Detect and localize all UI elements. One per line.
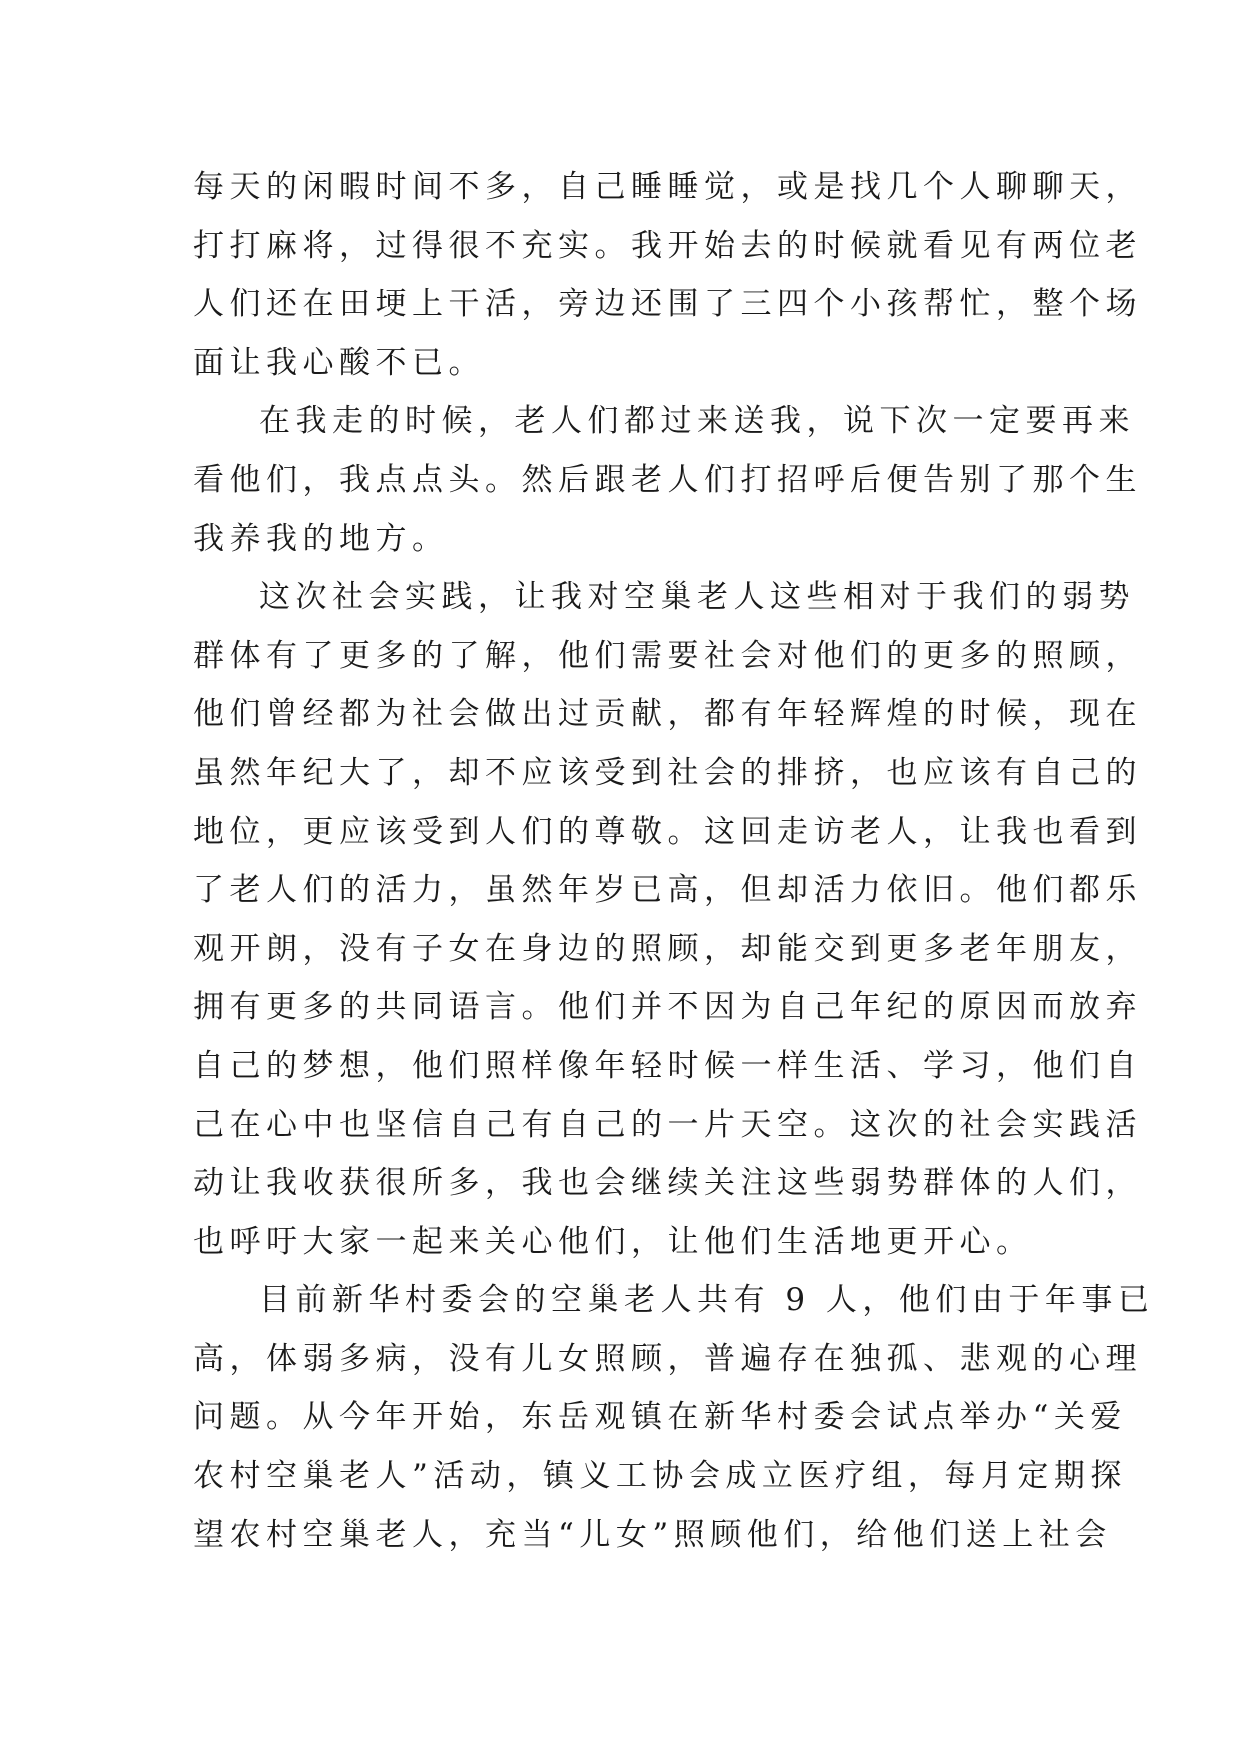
- text-line: 农村空巢老人”活动，镇义工协会成立医疗组，每月定期探: [193, 1458, 1127, 1495]
- text-line: 打打麻将，过得很不充实。我开始去的时候就看见有两位老: [193, 227, 1142, 264]
- text-line: 了老人们的活力，虽然年岁已高，但却活力依旧。他们都乐: [193, 872, 1142, 909]
- text-line: 在我走的时候，老人们都过来送我，说下次一定要再来: [259, 403, 1135, 440]
- text-line: 观开朗，没有子女在身边的照顾，却能交到更多老年朋友，: [193, 930, 1142, 967]
- text-line: 看他们，我点点头。然后跟老人们打招呼后便告别了那个生: [193, 461, 1142, 498]
- text-line: 也呼吁大家一起来关心他们，让他们生活地更开心。: [193, 1223, 1033, 1260]
- text-line: 这次社会实践，让我对空巢老人这些相对于我们的弱势: [259, 579, 1135, 616]
- text-line: 望农村空巢老人，充当“儿女”照顾他们，给他们送上社会: [193, 1516, 1112, 1553]
- body-text: [193, 158, 1155, 1564]
- text-line: 虽然年纪大了，却不应该受到社会的排挤，也应该有自己的: [193, 754, 1142, 791]
- text-line: 己在心中也坚信自己有自己的一片天空。这次的社会实践活: [193, 1106, 1142, 1143]
- text-line: 地位，更应该受到人们的尊敬。这回走访老人，让我也看到: [193, 813, 1142, 850]
- text-line: 自己的梦想，他们照样像年轻时候一样生活、学习，他们自: [193, 1047, 1142, 1084]
- text-line: 群体有了更多的了解，他们需要社会对他们的更多的照顾，: [193, 637, 1142, 674]
- text-line: 面让我心酸不已。: [193, 344, 485, 381]
- text-line: 高，体弱多病，没有儿女照顾，普遍存在独孤、悲观的心理: [193, 1340, 1142, 1377]
- text-line: 他们曾经都为社会做出过贡献，都有年轻辉煌的时候，现在: [193, 696, 1142, 733]
- text-line: 拥有更多的共同语言。他们并不因为自己年纪的原因而放弃: [193, 989, 1142, 1026]
- text-line: 问题。从今年开始，东岳观镇在新华村委会试点举办“关爱: [193, 1399, 1127, 1436]
- text-line: 目前新华村委会的空巢老人共有 9 人，他们由于年事已: [259, 1282, 1155, 1319]
- text-line: 我养我的地方。: [193, 520, 449, 557]
- text-line: 动让我收获很所多，我也会继续关注这些弱势群体的人们，: [193, 1165, 1142, 1202]
- text-line: 每天的闲暇时间不多，自己睡睡觉，或是找几个人聊聊天，: [193, 169, 1142, 205]
- text-line: 人们还在田埂上干活，旁边还围了三四个小孩帮忙，整个场: [193, 286, 1142, 323]
